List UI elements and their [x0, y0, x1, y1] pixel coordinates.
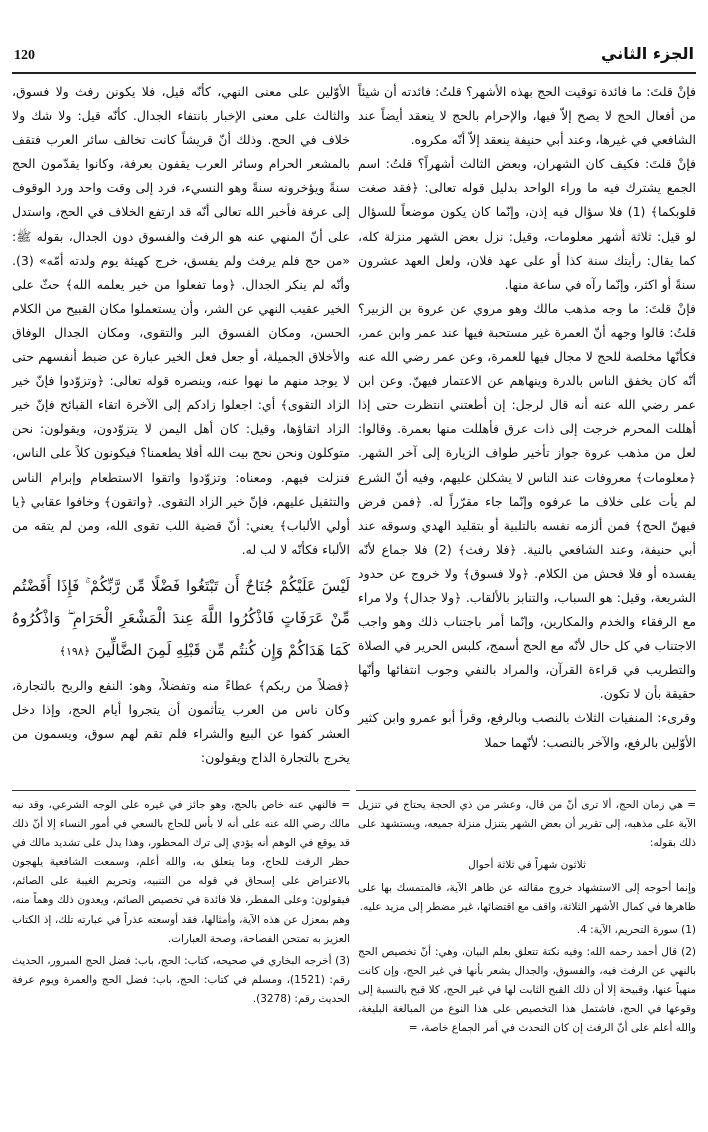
paragraph: فإنْ قلتَ: فكيف كان الشهران، وبعض الثالث أشهراً؟ قلتُ: اسم الجمع يشترك فيه ما وراء الواحد بدليل قوله تعالى: ﴿فقد صغت قلوبكما﴾ (1) فلا سؤال فيه إذن، وإنّما كان يكون موضعاً للسؤال لو قيل: ثلاثة أشهر معلومات، وقيل: نزل بعض الشهر منزلة كله، كما يقال: رأيتك سنة كذا أو على عهد فلان، ولعل العهد عشرون سنةً أو اكثر، وإنّما رآه في ساعة منها. [358, 156, 696, 292]
footnote-1: (1) سورة التحريم، الآية: 4. [576, 923, 696, 936]
footnote-continuation: وإنما أحوجه إلى الاستشهاد خروج مقالته عن ظاهر الآية، فالمتمسك بها على ظاهرها في كمال الأشهر الثلاثة، واقف مع اقتضائها، غير مضطر إلى مزيد عليه. [358, 882, 696, 914]
footnote-separator [356, 790, 696, 791]
poem-line: ثلاثون شهراً في ثلاثة أحوال [468, 859, 586, 872]
paragraph: فإنْ قلتَ: ما وجه مذهب مالك وهو مروي عن عروة بن الزبير؟ قلتُ: قالوا وجهه أنّ العمرة غير مستحبة فيها عند عمر وابن عمر، فكأنّها مخلصة للحج لا مجال فيها للعمرة، وعن عمر رضي الله عنه أنّه كان يخفق الناس بالدرة وينهاهم عن الاعتمار فيهنّ. وعن ابن عمر رضي الله عنه أنه قال لرجل: إن أطعتني انتظرت حتى إذا أهللت المحرم خرجت إلى ذات عرق فأهللت منها بعمرة. وقالوا: لعل من مذهب عروة جواز تأخير طواف الزيارة إلى آخر الشهر. ﴿معلومات﴾ معروفات عند الناس لا يشكلن عليهم، وفيه أنّ الشرع لم يأت على خلاف ما عرفوه وإنّما جاء مقرّراً له. ﴿فمن فرض فيهنّ الحج﴾ فمن ألزمه نفسه بالتلبية أو بتقليد الهدي وسوقه عند أبي حنيفة، وعند الشافعي بالنية. ﴿فلا رفث﴾ (2) فلا جماع لأنّه يفسده أو فلا فحش من الكلام. ﴿ولا فسوق﴾ ولا خروج عن حدود الشريعة، وقيل: هو السباب، والتنابز بالألقاب. ﴿ولا جدال﴾ ولا مراء مع الرفقاء والخدم والمكارين، وإنّما أمر باجتناب ذلك وهو واجب الاجتناب في كل حال لأنّه مع الحج أسمج، كلبس الحرير في الصلاة والتطريب في قراءة القرآن، والمراد بالنفي وجوب انتفائها وأنّها حقيقة بأن لا تكون. [358, 300, 696, 702]
footnote-continuation: = فالنهي عنه خاص بالحج، وهو جائز في غيره على الوجه الشرعي، وقد نبه مالك رضي الله عنه على أنه لا بأس للحاج بالسعي في أمور النساء إلا أنّ ذلك قد يوقع في الوهم أنه يؤدي إلى ترك المحظور، وهذا يدل على تشديد مالك في حظر الرفث للحاج، وما يتعلق به، والله أعلم، وسمعت الشافعية يلهجون بالاعتراض على إسحاق في قوله من التنبيه، وتحريم الغيبة على الصائم، فيقولون: وعلى المفطر، فلا فائدة في تخصيص الصائم، ويعدون ذلك وهماً منه، وهم بمعزل عن هذه الآية، وأمثالها، فقد أوسعته عذراً في عبارته تلك، إذ الكتاب العزيز به تمتحن الفصاحة، وصحة العبارات. [12, 799, 350, 945]
volume-title: الجزء الثاني [601, 44, 694, 63]
header-rule [12, 72, 696, 74]
footnotes-left [12, 796, 350, 1116]
left-text-column [12, 80, 350, 766]
paragraph: وقرىء: المنفيات الثلاث بالنصب وبالرفع، وقرأ أبو عمرو وابن كثير الأوّلين بالرفع، والآخر بالنصب: لأنّهما حملا [358, 710, 696, 750]
footnote-3: (3) أخرجه البخاري في صحيحه، كتاب: الحج، باب: فضل الحج المبرور، الحديث رقم: (1521)، ومسلم في كتاب: الحج، باب: فضل الحج والعمرة ويوم عرفة الحديث رقم: (3278). [12, 954, 350, 1005]
verse-number: ﴿١٩٨﴾ [59, 644, 91, 658]
page-number: 120 [14, 48, 35, 63]
right-text-column [358, 80, 696, 748]
footnote-continuation: = هي زمان الحج، ألا ترى أنّ من قال، وعشر من ذي الحجة يحتاج في تنزيل الآية على مذهبه، إلى تقرير أن بعض الشهر يتنزل منزلة جميعه، ويستشهد على ذلك بقوله: [358, 799, 696, 850]
footnotes-right [358, 796, 696, 1116]
paragraph: فإنْ قلتَ: ما فائدة توقيت الحج بهذه الأشهر؟ قلتُ: فائدته أن شيئاً من أفعال الحج لا يصح إلاّ فيها، والإحرام بالحج لا ينعقد أيضاً عند الشافعي في غيرها، وعند أبي حنيفة ينعقد إلاّ أنّه مكروه. [358, 84, 696, 148]
footnote-2: (2) قال أحمد رحمه الله: وفيه نكتة تتعلق بعلم البيان، وهي: أنّ تخصيص الحج بالنهي عن الرفث فيه، والفسوق، والجدال يشعر بأنها في غير الحج، وإن كانت منهياً عنها، وقبيحة إلا أن ذلك القبح الثابت لها في غير الحج، كلا قبح بالنسبة إلى وقوعها في الحج، فاشتمل هذا التخصيص على هذا النوع من المبالغة البليغة، والله أعلم على أنّ الرفث إن كان التحدث في أمر الجماع خاصة، = [358, 945, 696, 1035]
footnote-separator [12, 790, 350, 791]
paragraph: ﴿فضلاً من ربكم﴾ عطاءً منه وتفضلاً، وهو: النفع والربح بالتجارة، وكان ناس من العرب يتأثمون أن يتجروا أيام الحج، وإذا دخل العشر كفوا عن البيع والشراء فلم تقم لهم سوق، ويسمون من يخرج بالتجارة الداج ويقولون: [12, 677, 350, 766]
paragraph: الأوّلين على معنى النهي، كأنّه قيل، فلا يكونن رفث ولا فسوق، والثالث على معنى الإخبار بانتفاء الجدال. كأنّه قيل: ولا شك ولا خلاف في الحج. وذلك أنّ قريشاً كانت تخالف سائر العرب فتقف بالمشعر الحرام وسائر العرب يقفون بعرفة، وكانوا يقدّمون الحج سنةً ويؤخرونه سنةً وهو النسيء، فرد إلى وقت واحد ورد الوقوف إلى عرفة فأخبر الله تعالى أنّه قد ارتفع الخلاف في الحج، واستدل على أنّ المنهي عنه هو الرفث والفسوق دون الجدال، بقوله ﷺ: «من حج فلم يرفث ولم يفسق، خرج كهيئة يوم ولدته أمّه» (3). وأنّه لم ينكر الجدال. ﴿وما تفعلوا من خير يعلمه الله﴾ حثّ على الخير عقيب النهي عن الشر، وأن يستعملوا مكان القبيح من الكلام الحسن، ومكان الفسوق البر والتقوى، ومكان الجدال الوفاق والأخلاق الجميلة، أو جعل فعل الخير عبارة عن ضبط أنفسهم حتى لا يوجد منهم ما نهوا عنه، وينصره قوله تعالى: ﴿وتزوّدوا فإنّ خير الزاد التقوى﴾ أي: اجعلوا زادكم إلى الآخرة اتقاء القبائح فإنّ خير الزاد اتقاؤها، وقيل: كان أهل اليمن لا يتزوّدون، ويقولون: نحن متوكلون ونحن نحج بيت الله أفلا يطعمنا؟ فيكونون كلاً على الناس، فنزلت فيهم. ومعناه: وتزوّدوا واتقوا الاستطعام وإبرام الناس والتثقيل عليهم، فإنّ خير الزاد التقوى. ﴿واتقون﴾ وخافوا عقابي ﴿يا أولي الألباب﴾ يعني: أنّ قضية اللب تقوى الله، ومن لم يتقه من الألباء فكأنّه لا لب له. [12, 84, 350, 557]
verse-text: لَيْسَ عَلَيْكُمْ جُنَاحٌ أَن تَبْتَغُوا فَضْلًا مِّن رَّبِّكُمْ ۚ فَإِذَا أَفَضْتُم مِّنْ عَرَفَاتٍ فَاذْكُرُوا اللَّهَ عِندَ الْمَشْعَرِ الْحَرَامِ ۖ وَاذْكُرُوهُ كَمَا هَدَاكُمْ وَإِن كُنتُم مِّن قَبْلِهِ لَمِنَ الضَّالِّينَ [12, 576, 350, 659]
quran-verse [12, 570, 350, 668]
